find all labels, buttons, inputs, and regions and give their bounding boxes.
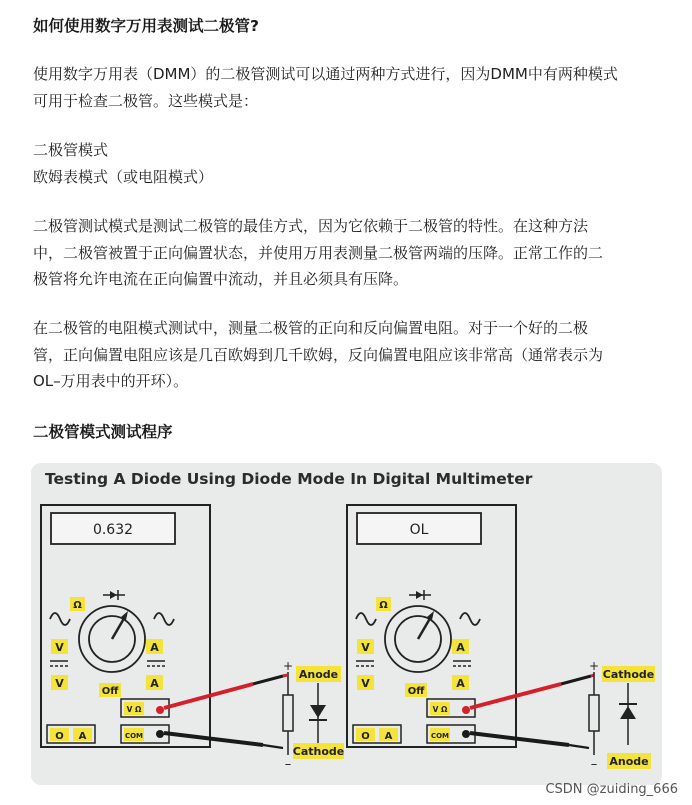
a-jack-label: A	[78, 731, 87, 742]
anode-label: Anode	[609, 755, 649, 768]
anode-label: Anode	[298, 668, 339, 681]
intro-paragraph	[33, 61, 663, 114]
cathode-label: Cathode	[602, 668, 655, 681]
a-jack-label: A	[384, 731, 393, 742]
mode-item-ohm: 欧姆表模式（或电阻模式）	[33, 167, 214, 186]
article-title: 如何使用数字万用表测试二极管?	[33, 17, 259, 35]
amp-label: A	[456, 677, 465, 690]
plus-sign: +	[282, 659, 294, 673]
paragraph-line: 管，正向偏置电阻应该是几百欧姆到几千欧姆，反向偏置电阻应该非常高（通常表示为	[33, 345, 604, 364]
ohm-label: Ω	[73, 600, 82, 611]
amp-label: A	[456, 641, 465, 654]
diode-mode-paragraph	[33, 213, 663, 293]
diode-under-test	[283, 659, 344, 772]
intro-line: 可用于检查二极管。这些模式是：	[33, 91, 259, 110]
rotary-dial	[79, 606, 145, 672]
intro-line: 使用数字万用表（DMM）的二极管测试可以通过两种方式进行，因为DMM中有两种模式	[33, 65, 618, 83]
ohm-label: Ω	[379, 600, 388, 611]
paragraph-line: OL–万用表中的开环）。	[33, 372, 189, 390]
minus-sign: –	[590, 757, 598, 772]
diode-under-test	[589, 659, 655, 772]
vohm-jack-label: V Ω	[126, 705, 142, 714]
paragraph-line: 在二极管的电阻模式测试中，测量二极管的正向和反向偏置电阻。对于一个好的二极	[33, 319, 589, 337]
com-jack-label: COM	[124, 732, 144, 740]
com-jack-label: COM	[430, 732, 450, 740]
amp-label: A	[150, 641, 159, 654]
figure-title: Testing A Diode Using Diode Mode In Digital Multimeter	[45, 470, 533, 488]
amp-label: A	[150, 677, 159, 690]
mode-item-diode: 二极管模式	[33, 141, 109, 159]
vohm-jack-label: V Ω	[432, 705, 448, 714]
meter-display-value: 0.632	[92, 522, 134, 538]
modes-list	[33, 137, 663, 190]
volt-label: V	[361, 641, 370, 654]
meter-display-value: OL	[409, 522, 429, 538]
minus-sign: –	[284, 757, 292, 772]
off-label: Off	[101, 686, 119, 697]
paragraph-line: 极管将允许电流在正向偏置中流动，并且必须具有压降。	[33, 270, 409, 288]
paragraph-line: 二极管测试模式是测试二极管的最佳方式，因为它依赖于二极管的特性。在这种方法	[33, 217, 589, 235]
volt-label: V	[361, 677, 370, 690]
multimeter-right	[347, 505, 655, 772]
o-jack-label: O	[361, 731, 370, 742]
rotary-dial	[385, 606, 451, 672]
paragraph-line: 中，二极管被置于正向偏置状态，并使用万用表测量二极管两端的压降。正常工作的二	[33, 243, 604, 262]
resistance-mode-paragraph	[33, 315, 663, 395]
off-label: Off	[407, 686, 425, 697]
plus-sign: +	[588, 659, 600, 673]
volt-label: V	[55, 677, 64, 690]
watermark: CSDN @zuiding_666	[545, 782, 678, 797]
diode-test-figure	[31, 463, 662, 785]
section-title: 二极管模式测试程序	[33, 423, 173, 441]
o-jack-label: O	[55, 731, 64, 742]
cathode-label: Cathode	[292, 745, 345, 758]
multimeter-left	[41, 505, 344, 772]
volt-label: V	[55, 641, 64, 654]
